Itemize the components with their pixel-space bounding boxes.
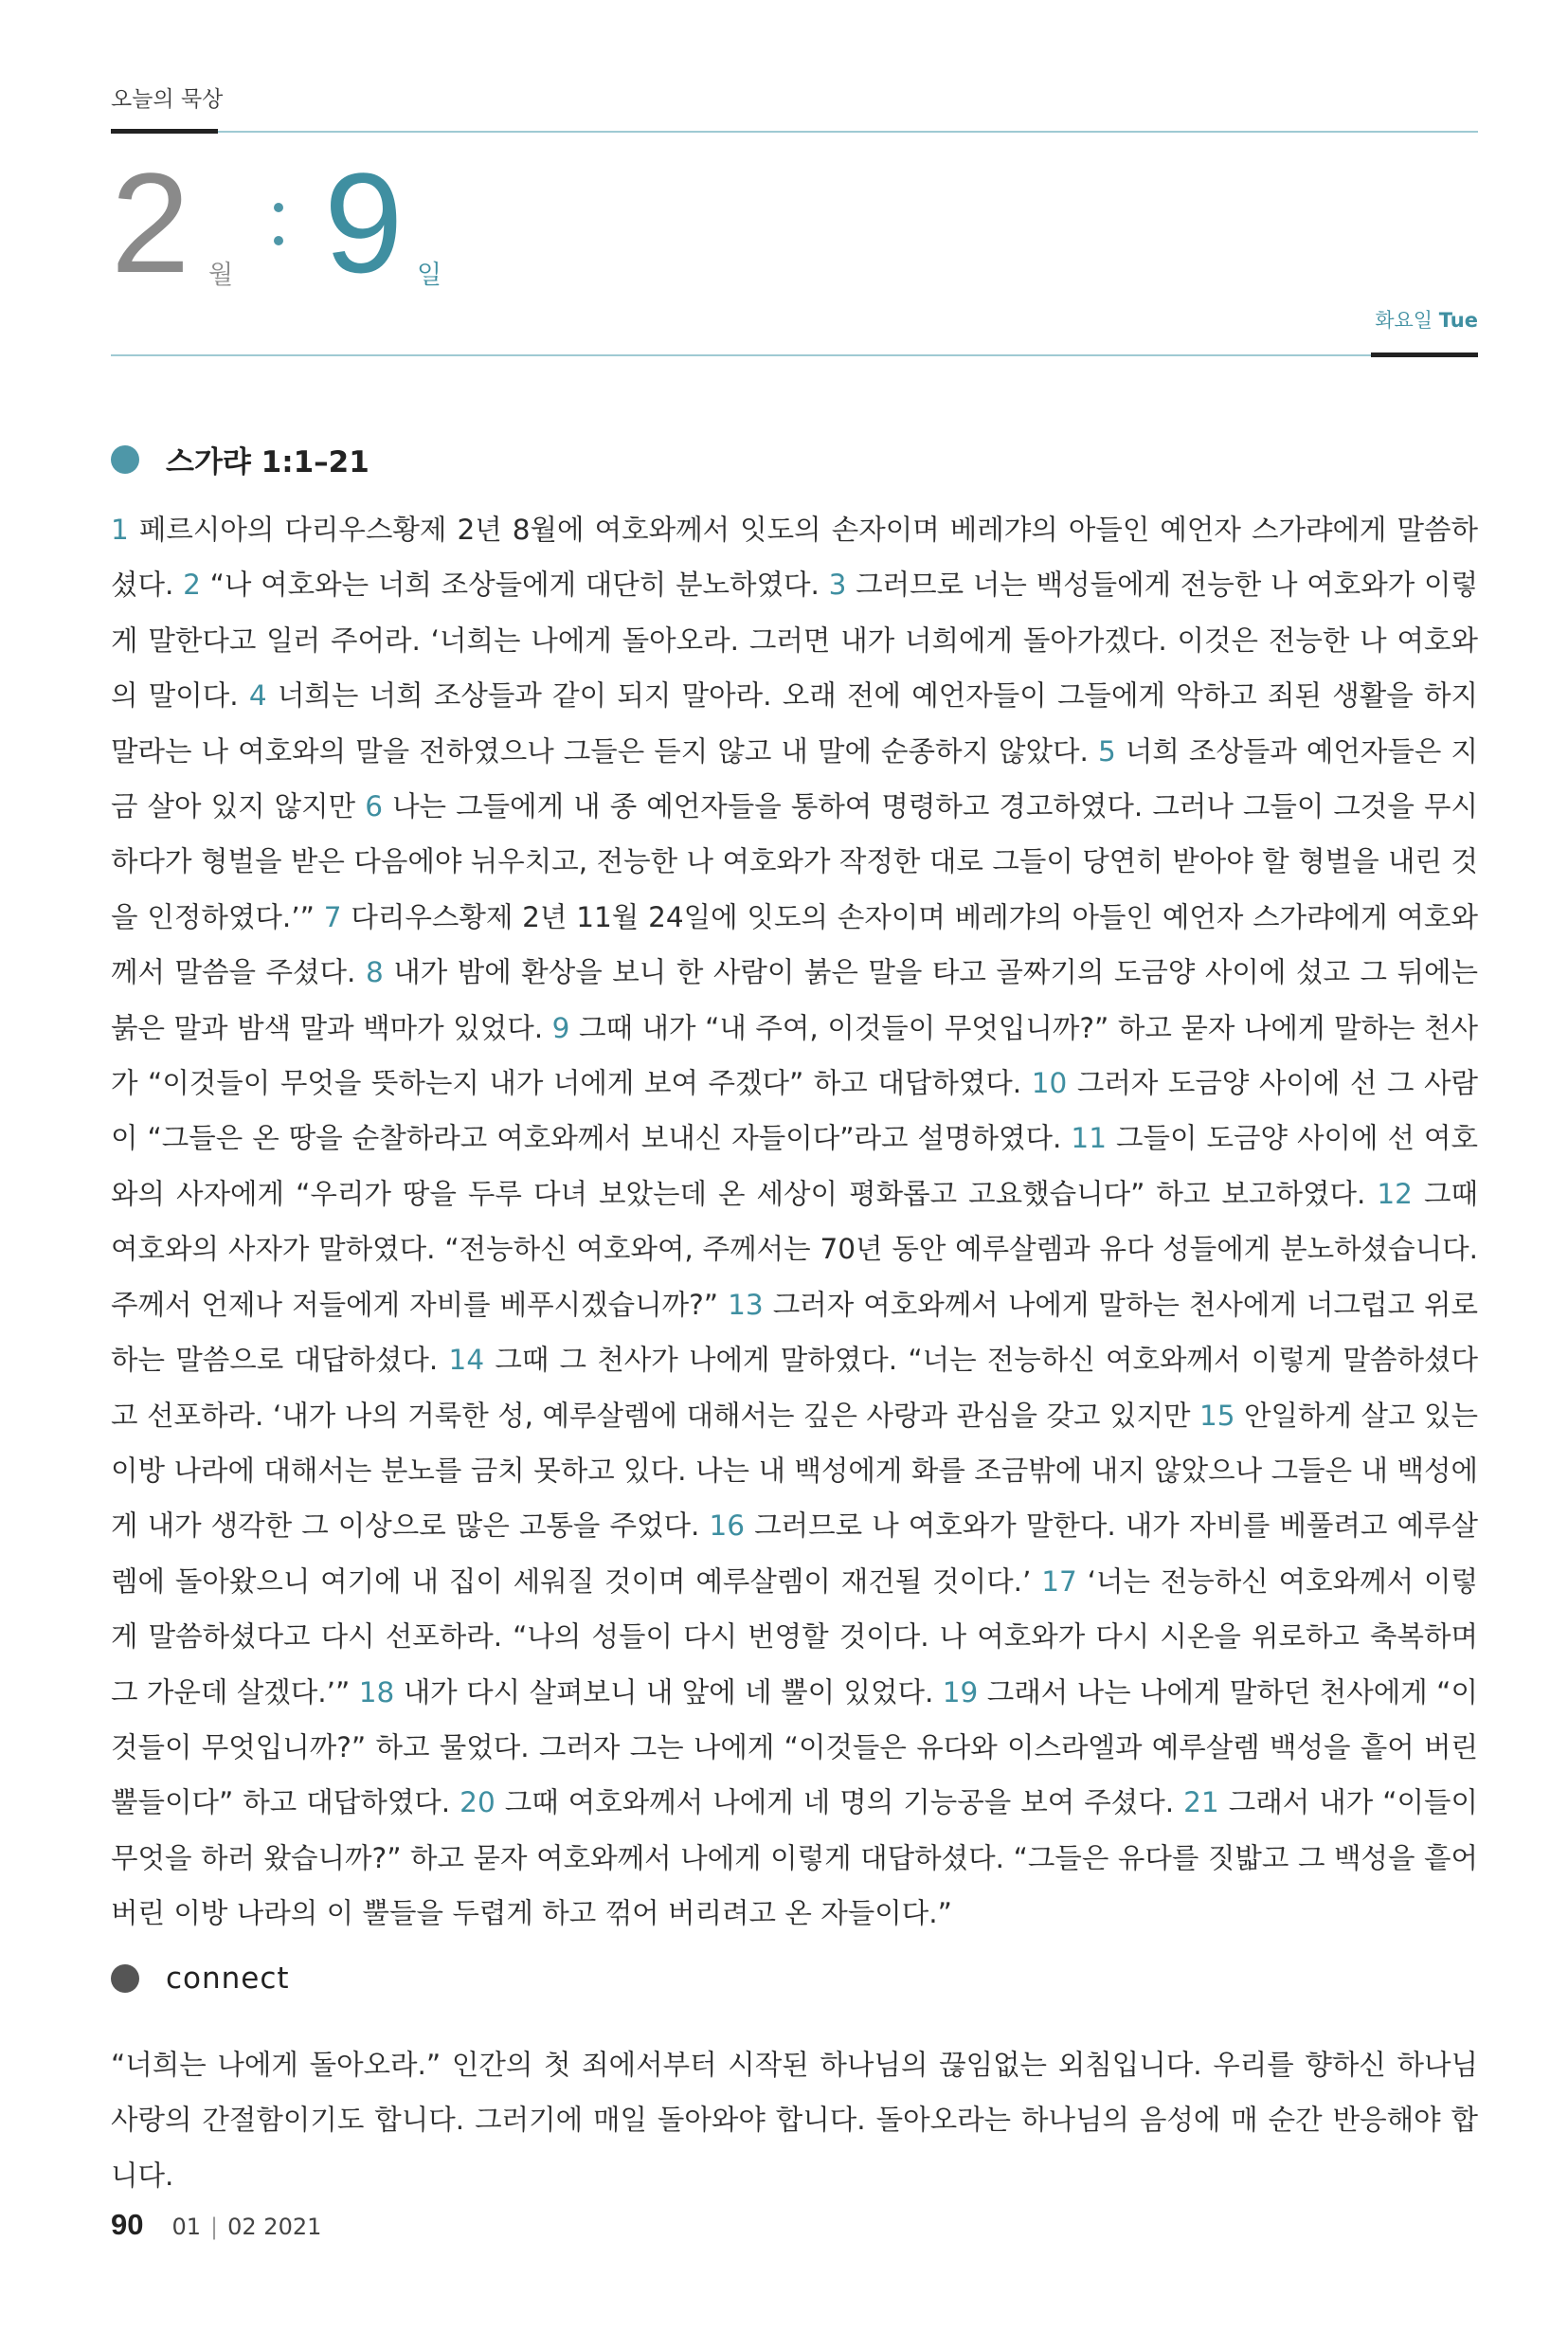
verse-text: 그래서 내가 “이들이 무엇을 하러 왔습니까?” 하고 묻자 여호와께서 나에게 이렇게 대답하셨다. “그들은 유다를 짓밟고 그 백성을 흩어 버린 이방 나라의 이 뿔들을 두렵게 하고 꺾어 버리려고 온 자들이다.” <box>111 1786 1478 1930</box>
verse-number: 2 <box>183 569 201 602</box>
verse-text: 그러므로 너는 백성들에게 전능한 나 여호와가 이렇게 말한다고 일러 주어라. ‘너희는 나에게 돌아오라. 그러면 내가 너희에게 돌아가겠다. 이것은 전능한 나 여호와의 말이다. <box>111 569 1478 713</box>
verse-number: 16 <box>709 1509 746 1543</box>
verse-text: 다리우스황제 2년 11월 24일에 잇도의 손자이며 베레갸의 아들인 예언자 스가랴에게 여호와께서 말씀을 주셨다. <box>111 900 1478 989</box>
date-rule-accent <box>1371 352 1478 357</box>
weekday <box>1375 305 1478 334</box>
verse-number: 5 <box>1097 734 1116 768</box>
verse-number: 3 <box>828 569 847 602</box>
date-rule <box>111 354 1478 356</box>
page-number: 90 <box>111 2208 144 2241</box>
month-label: 월 <box>208 261 234 290</box>
weekday-ko: 화요일 <box>1375 309 1433 332</box>
month-number: 2 <box>111 143 190 302</box>
verse-number: 19 <box>942 1675 979 1708</box>
verse-number: 9 <box>551 1011 570 1044</box>
day-label: 일 <box>417 261 442 290</box>
verse-text: 너희 조상들과 예언자들은 지금 살아 있지 않지만 <box>111 734 1478 823</box>
verse-text: 너희는 너희 조상들과 같이 되지 말아라. 오래 전에 예언자들이 그들에게 악하고 죄된 생활을 하지 말라는 나 여호와의 말을 전하였으나 그들은 듣지 않고 내 말에 순종하지 않았다. <box>111 679 1478 768</box>
connect-text: “너희는 나에게 돌아오라.” 인간의 첫 죄에서부터 시작된 하나님의 끊임없는 외침입니다. 우리를 향하신 하나님 사랑의 간절함이기도 합니다. 그러기에 매일 돌아와야 합니다. 돌아오라는 하나님의 음성에 매 순간 반응해야 합니다. <box>111 2049 1478 2192</box>
verse-number: 12 <box>1377 1177 1413 1210</box>
verse-number: 7 <box>323 900 342 933</box>
footer <box>111 2208 321 2242</box>
connect-bullet-icon <box>111 1964 139 1993</box>
verse-text: 그러자 여호와께서 나에게 말하는 천사에게 너그럽고 위로하는 말씀으로 대답하셨다. <box>111 1288 1478 1377</box>
top-rule <box>111 131 1478 133</box>
issue-month: 01 <box>171 2214 202 2240</box>
verse-text: 그래서 나는 나에게 말하던 천사에게 “이것들이 무엇입니까?” 하고 물었다. 그러자 그는 나에게 “이것들은 유다와 이스라엘과 예루살렘 백성을 흩어 버린 뿔들이다” 하고 대답하였다. <box>111 1675 1478 1819</box>
date-colon <box>274 203 283 269</box>
verse-text: 그러자 도금양 사이에 선 그 사람이 “그들은 온 땅을 순찰하라고 여호와께서 보내신 자들이다”라고 설명하였다. <box>111 1067 1478 1155</box>
verse-text: 그때 그 천사가 나에게 말하였다. “너는 전능하신 여호와께서 이렇게 말씀하셨다고 선포하라. ‘내가 나의 거룩한 성, 예루살렘에 대해서는 깊은 사랑과 관심을 갖고 있지만 <box>111 1344 1478 1432</box>
verse-number: 15 <box>1199 1399 1235 1432</box>
connect-title: connect <box>166 1961 290 1996</box>
verse-number: 20 <box>460 1786 496 1819</box>
verse-number: 11 <box>1071 1122 1107 1155</box>
verse-text: 내가 다시 살펴보니 내 앞에 네 뿔이 있었다. <box>403 1675 934 1708</box>
verse-number: 8 <box>365 956 384 989</box>
verse-text: 그러므로 나 여호와가 말한다. 내가 자비를 베풀려고 예루살렘에 돌아왔으니 여기에 내 집이 세워질 것이며 예루살렘이 재건될 것이다.’ <box>111 1509 1478 1598</box>
verse-text: 그때 여호와께서 나에게 네 명의 기능공을 보여 주셨다. <box>504 1786 1175 1819</box>
verse-number: 21 <box>1183 1786 1219 1819</box>
verse-text: 그들이 도금양 사이에 선 여호와의 사자에게 “우리가 땅을 두루 다녀 보았는데 온 세상이 평화롭고 고요했습니다” 하고 보고하였다. <box>111 1122 1478 1210</box>
verse-text: 그때 내가 “내 주여, 이것들이 무엇입니까?” 하고 묻자 나에게 말하는 천사가 “이것들이 무엇을 뜻하는지 내가 너에게 보여 주겠다” 하고 대답하였다. <box>111 1011 1478 1100</box>
weekday-en: Tue <box>1438 309 1478 332</box>
connect-heading <box>111 1961 290 1996</box>
day-number: 9 <box>324 143 404 302</box>
issue-separator: | <box>210 2214 219 2240</box>
verse-text: ‘너는 전능하신 여호와께서 이렇게 말씀하셨다고 다시 선포하라. “나의 성들이 다시 번영할 것이다. 나 여호와가 다시 시온을 위로하고 축복하며 그 가운데 살겠다.’” <box>111 1564 1478 1708</box>
verse-text: 그때 여호와의 사자가 말하였다. “전능하신 여호와여, 주께서는 70년 동안 예루살렘과 유다 성들에게 분노하셨습니다. 주께서 언제나 저들에게 자비를 베푸시겠습니까?” <box>111 1177 1478 1321</box>
scripture-heading <box>111 438 369 480</box>
issue-year: 02 2021 <box>227 2214 322 2240</box>
verse-text: 안일하게 살고 있는 이방 나라에 대해서는 분노를 금치 못하고 있다. 나는 내 백성에게 화를 조금밖에 내지 않았으나 그들은 내 백성에게 내가 생각한 그 이상으로 많은 고통을 주었다. <box>111 1399 1478 1543</box>
scripture-bullet-icon <box>111 445 139 474</box>
verse-number: 6 <box>365 790 383 823</box>
top-rule-accent <box>111 129 218 134</box>
verse-text: “나 여호와는 너희 조상들에게 대단히 분노하였다. <box>209 569 820 602</box>
verse-number: 10 <box>1031 1067 1068 1100</box>
verse-number: 13 <box>728 1288 764 1321</box>
verse-number: 1 <box>111 514 129 546</box>
verse-number: 18 <box>358 1675 395 1708</box>
verse-text: 내가 밤에 환상을 보니 한 사람이 붉은 말을 타고 골짜기의 도금양 사이에 섰고 그 뒤에는 붉은 말과 밤색 말과 백마가 있었다. <box>111 956 1478 1044</box>
verse-number: 14 <box>448 1344 485 1377</box>
scripture-text <box>111 502 1478 1942</box>
header-label: 오늘의 묵상 <box>111 87 224 112</box>
verse-text: 페르시아의 다리우스황제 2년 8월에 여호와께서 잇도의 손자이며 베레갸의 아들인 예언자 스가랴에게 말씀하셨다. <box>111 514 1478 602</box>
issue-info <box>171 2214 321 2240</box>
verse-number: 4 <box>248 679 267 713</box>
scripture-reference: 스가랴 1:1–21 <box>166 445 369 479</box>
verse-text: 나는 그들에게 내 종 예언자들을 통하여 명령하고 경고하였다. 그러나 그들이 그것을 무시하다가 형벌을 받은 다음에야 뉘우치고, 전능한 나 여호와가 작정한 대로 그들이 당연히 받아야 할 형벌을 내린 것을 인정하였다.’” <box>111 790 1478 933</box>
verse-number: 17 <box>1041 1564 1077 1598</box>
